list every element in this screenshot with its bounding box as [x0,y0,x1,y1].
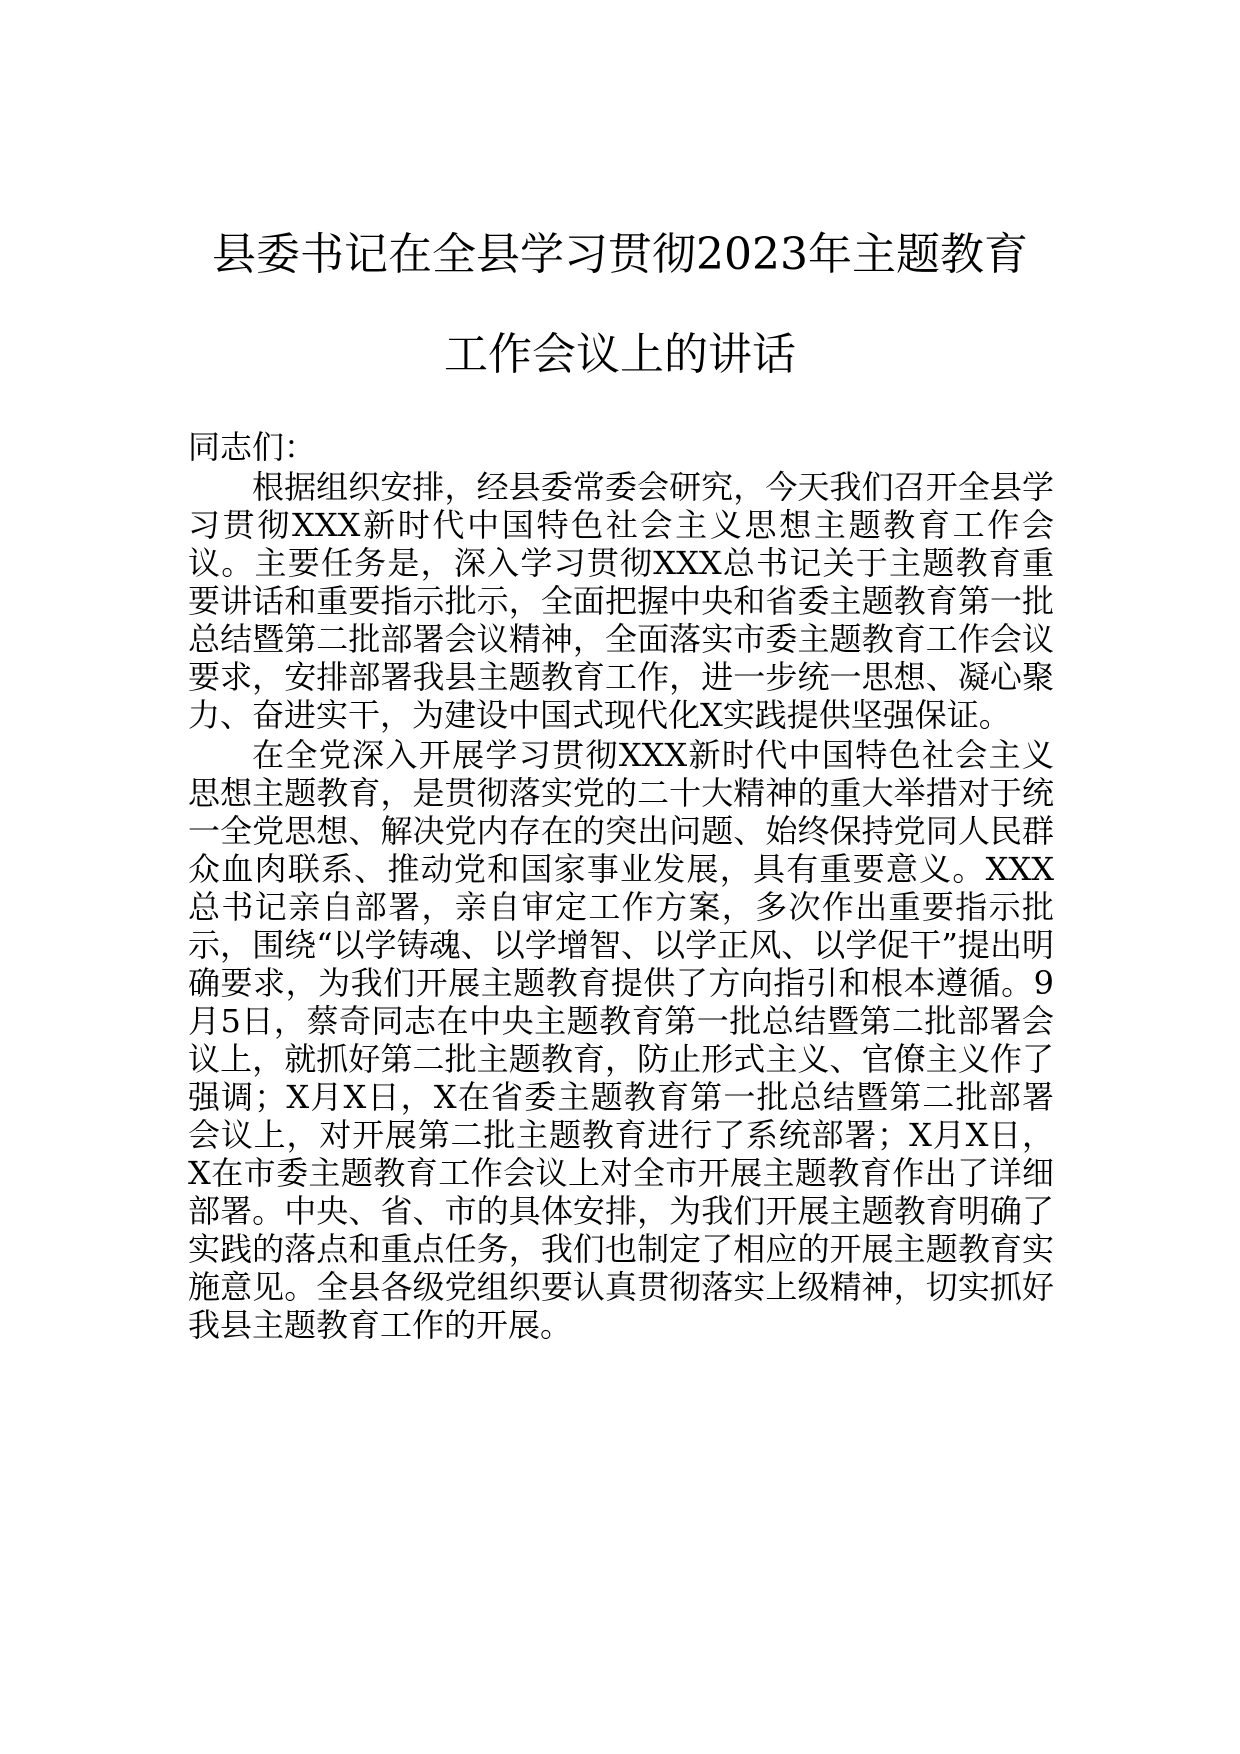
paragraph-2: 在全党深入开展学习贯彻XXX新时代中国特色社会主义思想主题教育，是贯彻落实党的二十大精神的重大举措对于统一全党思想、解决党内存在的突出问题、始终保持党同人民群众血肉联系、推动党和国家事业发展，具有重要意义。XXX总书记亲自部署，亲自审定工作方案，多次作出重要指示批示，围绕“以学铸魂、以学增智、以学正风、以学促干”提出明确要求，为我们开展主题教育提供了方向指引和根本遵循。9月5日，蔡奇同志在中央主题教育第一批总结暨第二批部署会议上，就抓好第二批主题教育，防止形式主义、官僚主义作了强调；X月X日，X在省委主题教育第一批总结暨第二批部署会议上，对开展第二批主题教育进行了系统部署；X月X日，X在市委主题教育工作会议上对全市开展主题教育作出了详细部署。中央、省、市的具体安排，为我们开展主题教育明确了实践的落点和重点任务，我们也制定了相应的开展主题教育实施意见。全县各级党组织要认真贯彻落实上级精神，切实抓好我县主题教育工作的开展。 [188,736,1054,1344]
document-body [188,428,1054,1346]
paragraph-1: 根据组织安排，经县委常委会研究，今天我们召开全县学习贯彻XXX新时代中国特色社会主义思想主题教育工作会议。主要任务是，深入学习贯彻XXX总书记关于主题教育重要讲话和重要指示批示，全面把握中央和省委主题教育第一批总结暨第二批部署会议精神，全面落实市委主题教育工作会议要求，安排部署我县主题教育工作，进一步统一思想、凝心聚力、奋进实干，为建设中国式现代化X实践提供坚强保证。 [188,468,1054,734]
title-line-2: 工作会议上的讲话 [444,329,796,380]
document-title [185,205,1055,405]
salutation: 同志们： [188,428,317,466]
title-line-1: 县委书记在全县学习贯彻2023年主题教育 [212,229,1028,280]
